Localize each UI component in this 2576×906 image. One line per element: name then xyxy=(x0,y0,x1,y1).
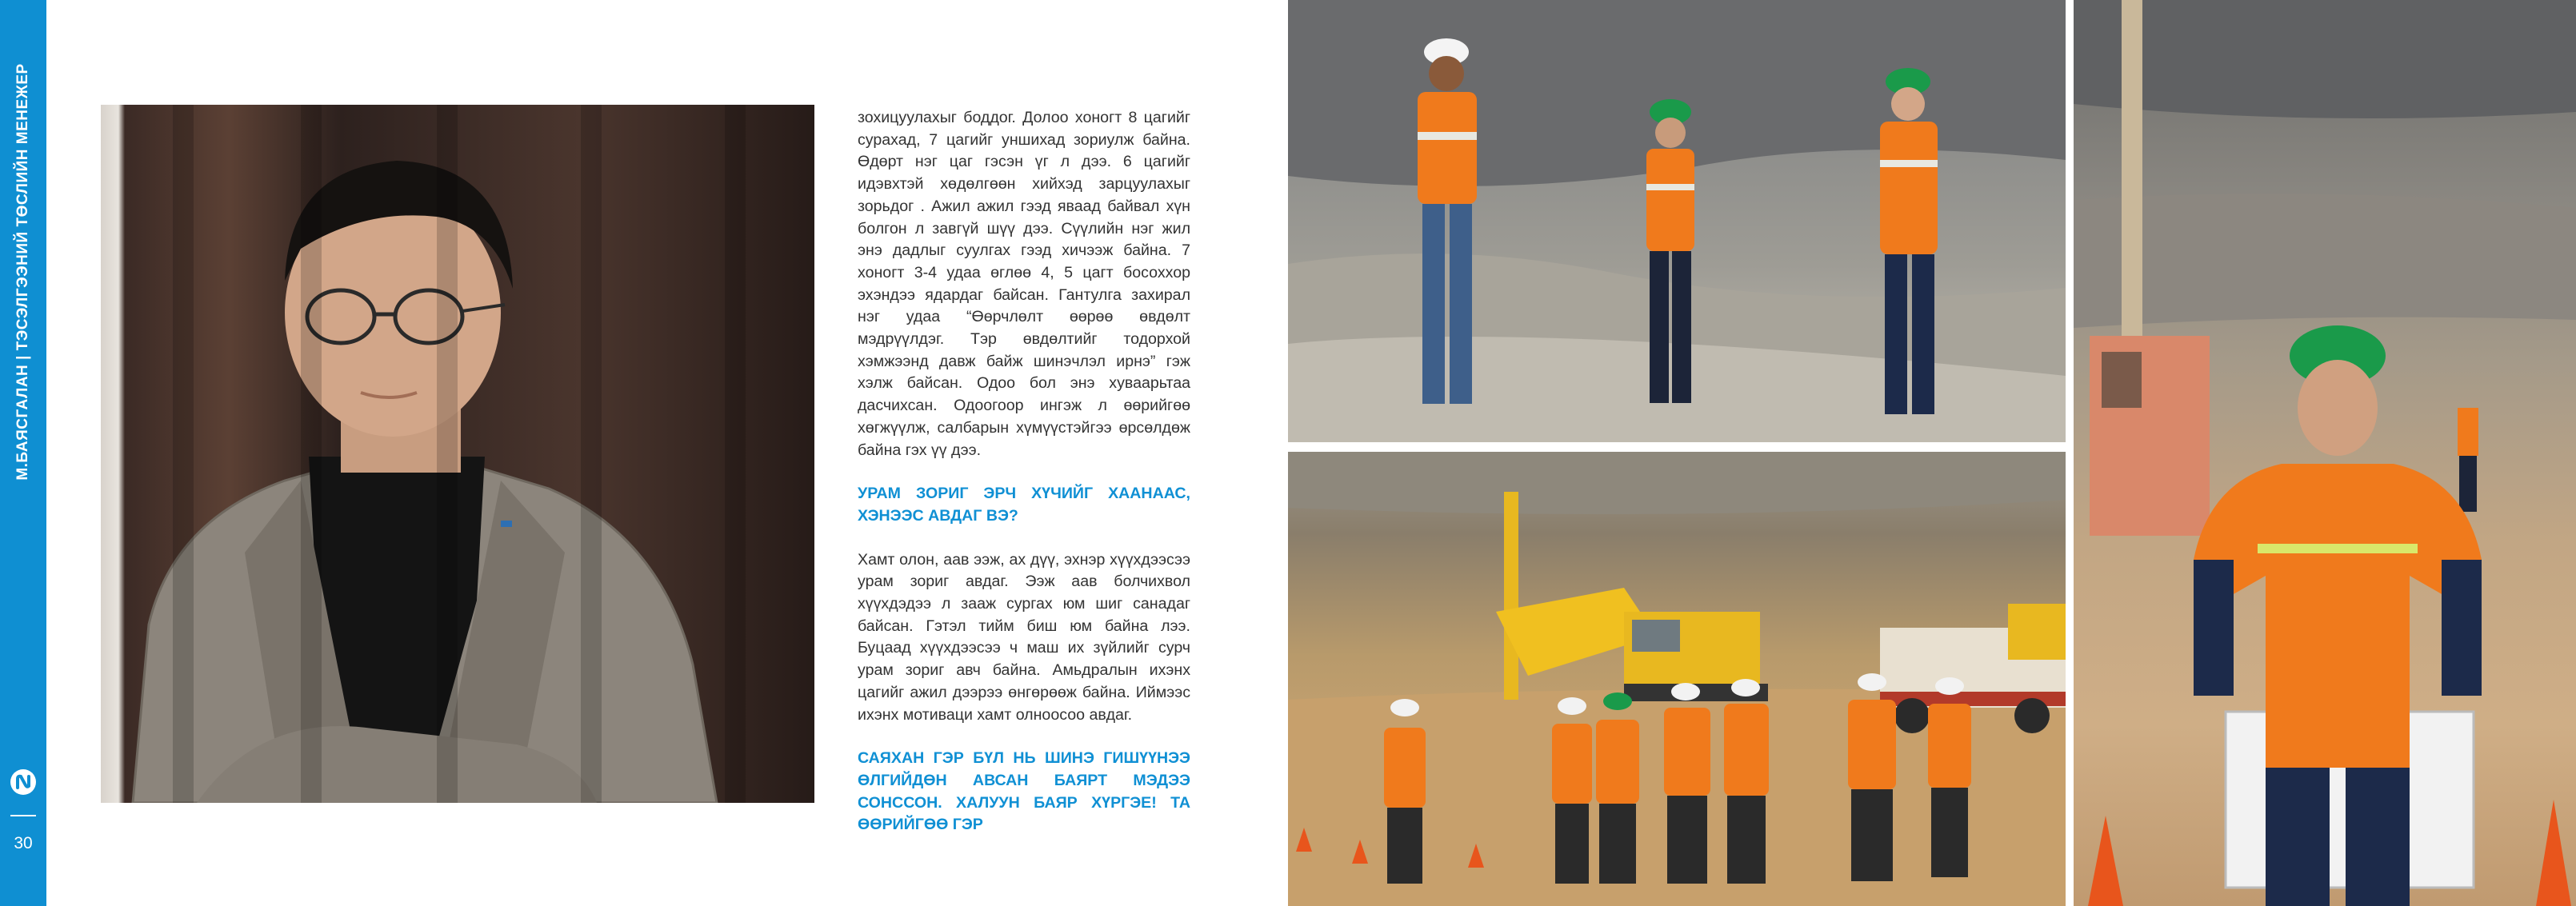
spine-divider xyxy=(10,815,36,816)
article-paragraph: Хамт олон, аав ээж, ах дүү, эхнэр хүүхдээсээ урам зориг авдаг. Ээж аав болчихвол хүүхдэдээ л зааж сургах юм шиг санадаг байсан. Гэтэл тийм биш юм байна лээ. Буцаад хүүхдээсээ ч маш их зүйлийг сурч урам зориг авч байна. Амьдралын ихэнх цагийг ажил дээрээ өнгөрөөж байна. Иймээс ихэнх мотиваци хамт олноосоо авдаг. xyxy=(858,550,1190,724)
manager-with-drill-rig-photo xyxy=(2074,0,2576,906)
company-logo-icon xyxy=(10,769,36,795)
article-paragraph: зохицуулахыг боддог. Долоо хоногт 8 цагийг сурахад, 7 цагийг уншихад зориулж байна. Өдөрт нэг цаг гэсэн үг л дээ. 6 цагийг идэвхтэй хөдөлгөөн хийхэд зарцуулахыг зорьдог . Ажил ажил гээд яваад байвал хүн болгон л завгүй шүү дээ. Сүүлийн нэг жил энэ дадлыг суулгах гээд хичээж байна. 7 хоногт 3-4 удаа өглөө 4, 5 цагт босоххор эхэндээ ядардаг байсан. Гантулга захирал нэг удаа “Өөрчлөлт өөрөө өвдөлт мэдрүүлдэг. Тэр өвдөлтийг тодорхой хэмжээнд давж байж шинэчлэл ирнэ” гэж хэлж байсан. Одоо бол энэ хуваарьтаа дасчихсан. Одоогоор ингэж л өөрийгөө хөгжүүлж, салбарын хүмүүстэйгээ өрсөлдөж байна гэх үү дээ. xyxy=(858,109,1190,459)
portrait-photo xyxy=(101,105,814,803)
spine-title: М.БАЯСГАЛАН | ТЭСЭЛГЭЭНИЙ ТӨСЛИЙН МЕНЕЖЕР xyxy=(14,63,31,481)
open-pit-mine-three-workers-photo xyxy=(1288,0,2066,442)
page-number: 30 xyxy=(14,834,33,852)
interview-question: САЯХАН ГЭР БҮЛ НЬ ШИНЭ ГИШҮҮНЭЭ ӨЛГИЙДӨН АВСАН БАЯРТ МЭДЭЭ СОНССОН. ХАЛУУН БАЯР ХҮРГЭЕ! ТА ӨӨРИЙГӨӨ ГЭР xyxy=(858,749,1190,834)
interview-question: УРАМ ЗОРИГ ЭРЧ ХҮЧИЙГ ХААНААС, ХЭНЭЭС АВДАГ ВЭ? xyxy=(858,485,1190,525)
drilling-crew-walking-photo xyxy=(1288,452,2066,906)
spine-bar xyxy=(0,0,46,906)
article-body xyxy=(858,107,1190,858)
